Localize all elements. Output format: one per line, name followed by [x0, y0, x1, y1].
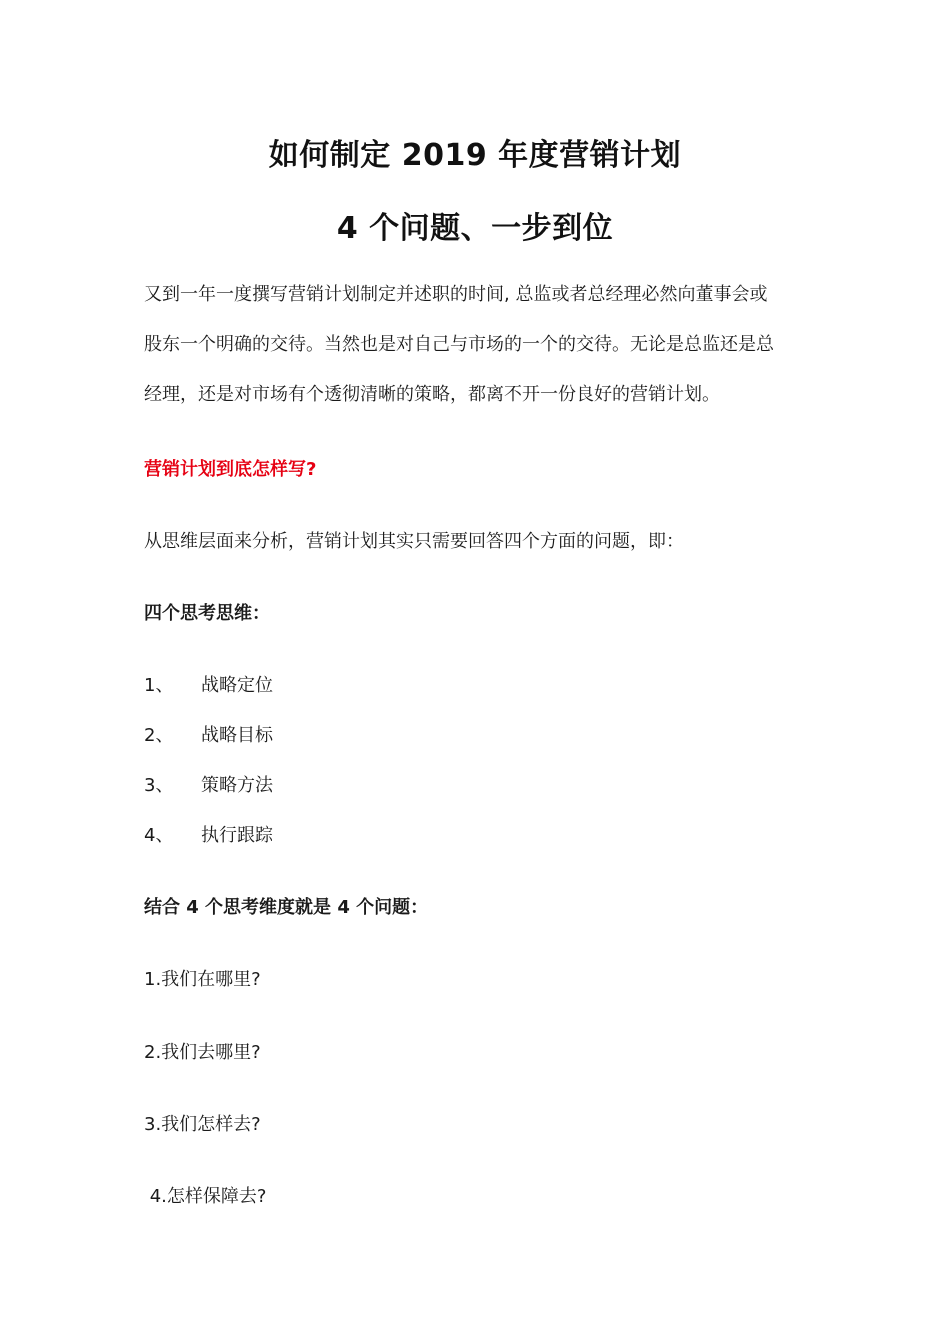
section-heading: 营销计划到底怎样写? — [144, 459, 317, 480]
list-item — [144, 771, 273, 797]
list-text: 战略目标 — [201, 725, 273, 746]
list-item — [144, 821, 273, 847]
list-number: 1、 — [144, 675, 174, 696]
list-text: 战略定位 — [201, 675, 273, 696]
combine-heading: 结合 4 个思考维度就是 4 个问题： — [144, 897, 429, 918]
intro-line: 经理，还是对市场有个透彻清晰的策略，都离不开一份良好的营销计划。 — [144, 384, 720, 405]
intro-line: 又到一年一度撰写营销计划制定并述职的时间, 总监或者总经理必然向董事会或 — [144, 284, 768, 305]
list-item — [144, 721, 273, 747]
question-item: 2.我们去哪里? — [144, 1042, 261, 1063]
question-item: 4.怎样保障去? — [144, 1186, 267, 1207]
question-item: 1.我们在哪里? — [144, 969, 261, 990]
list-number: 3、 — [144, 775, 174, 796]
intro-paragraph — [144, 270, 814, 420]
question-item: 3.我们怎样去? — [144, 1114, 261, 1135]
document-title: 如何制定 2019 年度营销计划 — [268, 138, 682, 173]
list-number: 4、 — [144, 825, 174, 846]
four-thinking-heading: 四个思考思维： — [144, 603, 270, 624]
list-text: 执行跟踪 — [201, 825, 273, 846]
analysis-text: 从思维层面来分析，营销计划其实只需要回答四个方面的问题，即： — [144, 531, 684, 552]
list-item — [144, 671, 273, 697]
list-number: 2、 — [144, 725, 174, 746]
intro-line: 股东一个明确的交待。当然也是对自己与市场的一个的交待。无论是总监还是总 — [144, 334, 774, 355]
list-text: 策略方法 — [201, 775, 273, 796]
document-subtitle: 4 个问题、一步到位 — [336, 211, 614, 246]
